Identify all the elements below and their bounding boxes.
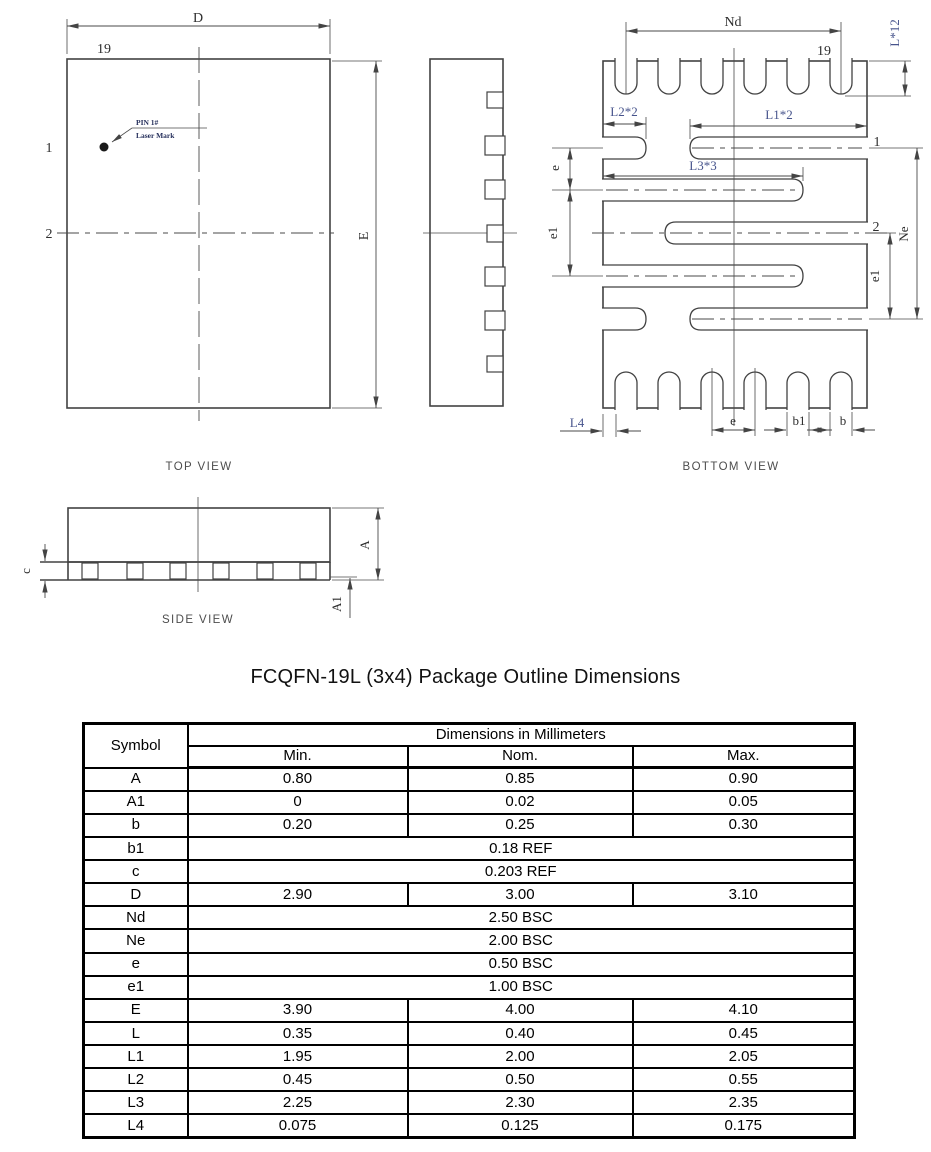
table-row <box>84 768 855 791</box>
dimensions-table <box>82 722 856 1139</box>
symbol-cell: L3 <box>84 1091 188 1114</box>
table-row <box>84 860 855 883</box>
table-subheader-row <box>84 746 855 768</box>
max-cell: 2.05 <box>633 1045 855 1068</box>
symbol-cell: L2 <box>84 1068 188 1091</box>
nom-cell: 0.85 <box>408 768 633 791</box>
value-cell: 2.00 BSC <box>188 929 855 952</box>
col-header-min: Min. <box>188 746 408 768</box>
dim-label-e-left: e <box>547 165 562 171</box>
value-cell: 0.18 REF <box>188 837 855 860</box>
bottom-view-pin-count: 19 <box>817 44 831 59</box>
table-row <box>84 976 855 999</box>
value-cell: 2.50 BSC <box>188 906 855 929</box>
nom-cell: 0.25 <box>408 814 633 837</box>
symbol-cell: A1 <box>84 791 188 814</box>
bottom-view-pin1-label: 1 <box>873 135 881 150</box>
min-cell: 0.075 <box>188 1114 408 1137</box>
dim-label-l3: L3*3 <box>689 158 717 173</box>
bottom-view-caption: BOTTOM VIEW <box>682 461 780 473</box>
nom-cell: 4.00 <box>408 999 633 1022</box>
pin1-laser-mark-dot <box>100 143 109 152</box>
pin1-note-line2: Laser Mark <box>136 131 175 140</box>
dim-label-a: A <box>357 540 372 550</box>
symbol-cell: D <box>84 883 188 906</box>
max-cell: 0.05 <box>633 791 855 814</box>
top-view-drawing <box>46 11 383 473</box>
symbol-cell: A <box>84 768 188 791</box>
symbol-cell: c <box>84 860 188 883</box>
max-cell: 0.55 <box>633 1068 855 1091</box>
nom-cell: 0.02 <box>408 791 633 814</box>
symbol-cell: Nd <box>84 906 188 929</box>
min-cell: 2.90 <box>188 883 408 906</box>
min-cell: 3.90 <box>188 999 408 1022</box>
page-title: FCQFN-19L (3x4) Package Outline Dimensions <box>250 666 681 688</box>
side-view-drawing <box>18 497 384 626</box>
symbol-cell: L4 <box>84 1114 188 1137</box>
table-row <box>84 1114 855 1137</box>
max-cell: 4.10 <box>633 999 855 1022</box>
dim-label-e1-left: e1 <box>545 226 560 240</box>
dim-label-b1: b1 <box>792 413 806 428</box>
top-view-caption: TOP VIEW <box>165 461 233 473</box>
dim-label-e1-right: e1 <box>867 269 882 283</box>
side-strip-drawing <box>423 59 517 406</box>
min-cell: 0 <box>188 791 408 814</box>
max-cell: 0.30 <box>633 814 855 837</box>
table-row <box>84 929 855 952</box>
max-cell: 0.90 <box>633 768 855 791</box>
table-row <box>84 791 855 814</box>
dim-label-l2: L2*2 <box>610 104 638 119</box>
max-cell: 2.35 <box>633 1091 855 1114</box>
top-view-pin-count: 19 <box>97 42 111 57</box>
group-header: Dimensions in Millimeters <box>188 724 855 746</box>
dim-label-a1: A1 <box>329 596 344 612</box>
nom-cell: 0.40 <box>408 1022 633 1045</box>
dim-label-c: c <box>18 568 33 574</box>
top-view-body <box>67 59 330 408</box>
table-row <box>84 883 855 906</box>
nom-cell: 0.50 <box>408 1068 633 1091</box>
dim-label-l12: L*12 <box>887 19 902 47</box>
col-header-nom: Nom. <box>408 746 633 768</box>
value-cell: 1.00 BSC <box>188 976 855 999</box>
top-view-pin2-label: 2 <box>45 227 53 242</box>
col-header-max: Max. <box>633 746 855 768</box>
symbol-cell: E <box>84 999 188 1022</box>
nom-cell: 0.125 <box>408 1114 633 1137</box>
table-row <box>84 999 855 1022</box>
max-cell: 0.175 <box>633 1114 855 1137</box>
value-cell: 0.50 BSC <box>188 953 855 976</box>
symbol-cell: b1 <box>84 837 188 860</box>
max-cell: 3.10 <box>633 883 855 906</box>
symbol-cell: e1 <box>84 976 188 999</box>
min-cell: 0.35 <box>188 1022 408 1045</box>
symbol-cell: L <box>84 1022 188 1045</box>
table-row <box>84 1022 855 1045</box>
min-cell: 0.80 <box>188 768 408 791</box>
nom-cell: 3.00 <box>408 883 633 906</box>
min-cell: 2.25 <box>188 1091 408 1114</box>
dim-label-e: E <box>357 231 372 241</box>
min-cell: 0.20 <box>188 814 408 837</box>
table-row <box>84 1068 855 1091</box>
symbol-header: Symbol <box>84 724 188 768</box>
table-row <box>84 1045 855 1068</box>
bottom-view-pin2-label: 2 <box>872 220 880 235</box>
max-cell: 0.45 <box>633 1022 855 1045</box>
table-row <box>84 906 855 929</box>
min-cell: 1.95 <box>188 1045 408 1068</box>
table-row <box>84 814 855 837</box>
dim-label-l4: L4 <box>569 415 585 430</box>
bottom-view-drawing <box>545 15 923 473</box>
table-row <box>84 953 855 976</box>
symbol-cell: Ne <box>84 929 188 952</box>
symbol-cell: L1 <box>84 1045 188 1068</box>
dim-label-nd: Nd <box>724 15 742 30</box>
nom-cell: 2.30 <box>408 1091 633 1114</box>
dim-label-d: D <box>192 11 204 26</box>
top-view-pin1-label: 1 <box>45 141 53 156</box>
symbol-cell: b <box>84 814 188 837</box>
side-view-body <box>68 508 330 562</box>
value-cell: 0.203 REF <box>188 860 855 883</box>
side-view-caption: SIDE VIEW <box>161 614 235 626</box>
dim-label-e-bottom: e <box>730 413 736 428</box>
pin1-note-line1: PIN 1# <box>136 118 159 127</box>
table-row <box>84 1091 855 1114</box>
min-cell: 0.45 <box>188 1068 408 1091</box>
dim-label-l1: L1*2 <box>765 107 793 122</box>
nom-cell: 2.00 <box>408 1045 633 1068</box>
dim-label-ne: Ne <box>896 226 911 242</box>
dim-label-b: b <box>839 413 847 428</box>
table-row <box>84 837 855 860</box>
symbol-cell: e <box>84 953 188 976</box>
table-header-row <box>84 724 855 746</box>
